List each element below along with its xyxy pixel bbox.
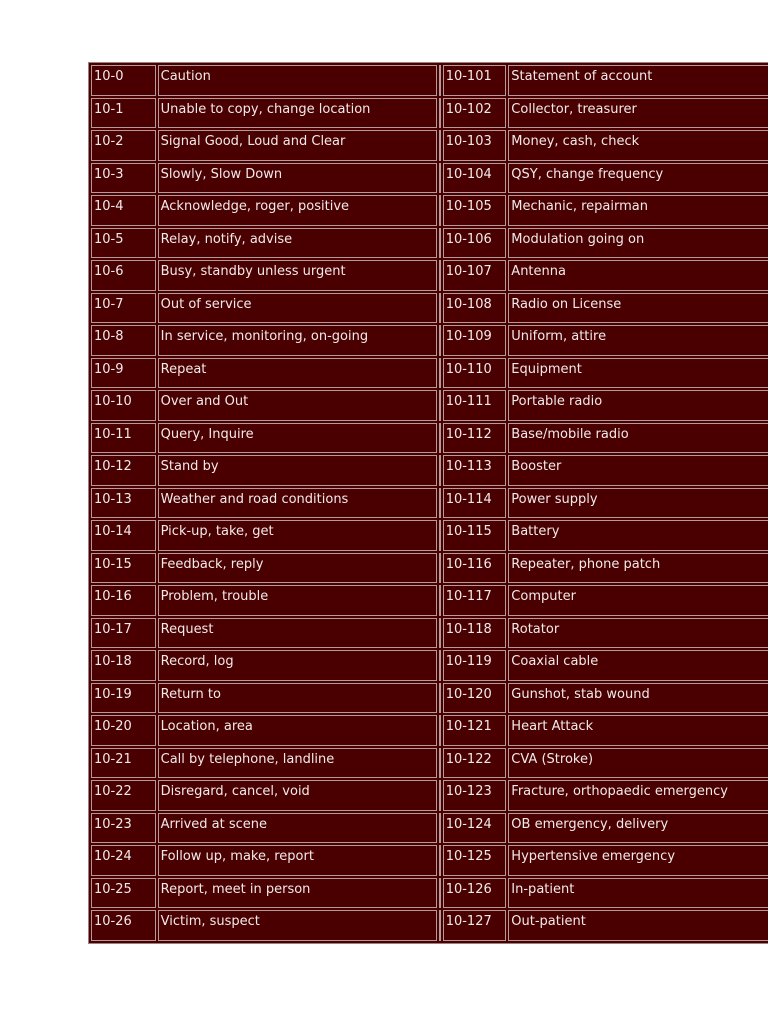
table-row xyxy=(91,260,768,291)
code-cell-right: 10-109 xyxy=(443,325,507,356)
description-cell-right: Collector, treasurer xyxy=(508,98,768,129)
description-cell-left: Weather and road conditions xyxy=(158,488,437,519)
description-cell-right: Money, cash, check xyxy=(508,130,768,161)
description-cell-left: Report, meet in person xyxy=(158,878,437,909)
description-cell-left: Record, log xyxy=(158,650,437,681)
code-cell-left: 10-12 xyxy=(91,455,156,486)
code-cell-left: 10-21 xyxy=(91,748,156,779)
column-divider xyxy=(439,423,441,454)
code-cell-left: 10-18 xyxy=(91,650,156,681)
description-cell-left: Pick-up, take, get xyxy=(158,520,437,551)
description-cell-left: Follow up, make, report xyxy=(158,845,437,876)
description-cell-right: Radio on License xyxy=(508,293,768,324)
column-divider xyxy=(439,683,441,714)
code-cell-left: 10-13 xyxy=(91,488,156,519)
code-cell-right: 10-127 xyxy=(443,910,507,941)
code-cell-right: 10-115 xyxy=(443,520,507,551)
column-divider xyxy=(439,390,441,421)
table-row xyxy=(91,163,768,194)
column-divider xyxy=(439,520,441,551)
column-divider xyxy=(439,130,441,161)
column-divider xyxy=(439,748,441,779)
table-row xyxy=(91,715,768,746)
column-divider xyxy=(439,553,441,584)
column-divider xyxy=(439,878,441,909)
column-divider xyxy=(439,488,441,519)
column-divider xyxy=(439,618,441,649)
description-cell-left: Stand by xyxy=(158,455,437,486)
code-cell-right: 10-113 xyxy=(443,455,507,486)
description-cell-right: In-patient xyxy=(508,878,768,909)
description-cell-left: Unable to copy, change location xyxy=(158,98,437,129)
description-cell-left: Out of service xyxy=(158,293,437,324)
description-cell-left: Repeat xyxy=(158,358,437,389)
description-cell-left: Relay, notify, advise xyxy=(158,228,437,259)
table-row xyxy=(91,228,768,259)
table-row xyxy=(91,65,768,96)
table-row xyxy=(91,845,768,876)
code-cell-left: 10-2 xyxy=(91,130,156,161)
code-cell-left: 10-7 xyxy=(91,293,156,324)
column-divider xyxy=(439,293,441,324)
code-cell-left: 10-23 xyxy=(91,813,156,844)
code-cell-left: 10-10 xyxy=(91,390,156,421)
column-divider xyxy=(439,845,441,876)
description-cell-right: Rotator xyxy=(508,618,768,649)
column-divider xyxy=(439,228,441,259)
code-cell-left: 10-9 xyxy=(91,358,156,389)
table-row xyxy=(91,650,768,681)
code-cell-right: 10-101 xyxy=(443,65,507,96)
column-divider xyxy=(439,325,441,356)
description-cell-left: Slowly, Slow Down xyxy=(158,163,437,194)
table-row xyxy=(91,455,768,486)
code-cell-right: 10-114 xyxy=(443,488,507,519)
description-cell-right: Heart Attack xyxy=(508,715,768,746)
table-row xyxy=(91,748,768,779)
column-divider xyxy=(439,163,441,194)
description-cell-right: Base/mobile radio xyxy=(508,423,768,454)
table-row xyxy=(91,195,768,226)
description-cell-right: Power supply xyxy=(508,488,768,519)
code-cell-right: 10-112 xyxy=(443,423,507,454)
table-row xyxy=(91,553,768,584)
description-cell-left: Over and Out xyxy=(158,390,437,421)
column-divider xyxy=(439,910,441,941)
table-row xyxy=(91,878,768,909)
description-cell-left: Request xyxy=(158,618,437,649)
code-cell-right: 10-118 xyxy=(443,618,507,649)
description-cell-right: Out-patient xyxy=(508,910,768,941)
column-divider xyxy=(439,65,441,96)
table-row xyxy=(91,910,768,941)
code-cell-left: 10-25 xyxy=(91,878,156,909)
column-divider xyxy=(439,195,441,226)
code-cell-left: 10-14 xyxy=(91,520,156,551)
ten-codes-table-body xyxy=(91,65,768,941)
description-cell-left: Feedback, reply xyxy=(158,553,437,584)
code-cell-right: 10-104 xyxy=(443,163,507,194)
table-row xyxy=(91,423,768,454)
code-cell-left: 10-5 xyxy=(91,228,156,259)
description-cell-right: Repeater, phone patch xyxy=(508,553,768,584)
description-cell-right: Mechanic, repairman xyxy=(508,195,768,226)
code-cell-right: 10-116 xyxy=(443,553,507,584)
table-row xyxy=(91,683,768,714)
code-cell-right: 10-122 xyxy=(443,748,507,779)
description-cell-right: Gunshot, stab wound xyxy=(508,683,768,714)
description-cell-right: Computer xyxy=(508,585,768,616)
description-cell-right: Battery xyxy=(508,520,768,551)
code-cell-left: 10-17 xyxy=(91,618,156,649)
description-cell-left: Signal Good, Loud and Clear xyxy=(158,130,437,161)
description-cell-left: Arrived at scene xyxy=(158,813,437,844)
table-row xyxy=(91,585,768,616)
table-row xyxy=(91,520,768,551)
code-cell-right: 10-125 xyxy=(443,845,507,876)
table-row xyxy=(91,390,768,421)
code-cell-left: 10-4 xyxy=(91,195,156,226)
table-row xyxy=(91,98,768,129)
description-cell-left: Location, area xyxy=(158,715,437,746)
code-cell-left: 10-20 xyxy=(91,715,156,746)
code-cell-left: 10-26 xyxy=(91,910,156,941)
column-divider xyxy=(439,780,441,811)
description-cell-left: Busy, standby unless urgent xyxy=(158,260,437,291)
description-cell-right: Hypertensive emergency xyxy=(508,845,768,876)
table-row xyxy=(91,130,768,161)
code-cell-right: 10-120 xyxy=(443,683,507,714)
code-cell-right: 10-106 xyxy=(443,228,507,259)
code-cell-left: 10-19 xyxy=(91,683,156,714)
column-divider xyxy=(439,358,441,389)
code-cell-left: 10-11 xyxy=(91,423,156,454)
description-cell-left: Problem, trouble xyxy=(158,585,437,616)
description-cell-left: Acknowledge, roger, positive xyxy=(158,195,437,226)
code-cell-right: 10-107 xyxy=(443,260,507,291)
table-row xyxy=(91,618,768,649)
description-cell-left: In service, monitoring, on-going xyxy=(158,325,437,356)
table-row xyxy=(91,780,768,811)
code-cell-right: 10-126 xyxy=(443,878,507,909)
table-row xyxy=(91,325,768,356)
description-cell-left: Disregard, cancel, void xyxy=(158,780,437,811)
table-row xyxy=(91,293,768,324)
ten-codes-table xyxy=(88,62,768,944)
description-cell-right: Uniform, attire xyxy=(508,325,768,356)
column-divider xyxy=(439,260,441,291)
code-cell-right: 10-105 xyxy=(443,195,507,226)
column-divider xyxy=(439,813,441,844)
description-cell-right: OB emergency, delivery xyxy=(508,813,768,844)
code-cell-left: 10-0 xyxy=(91,65,156,96)
description-cell-left: Query, Inquire xyxy=(158,423,437,454)
table-row xyxy=(91,488,768,519)
column-divider xyxy=(439,650,441,681)
description-cell-right: Portable radio xyxy=(508,390,768,421)
code-cell-right: 10-110 xyxy=(443,358,507,389)
code-cell-right: 10-108 xyxy=(443,293,507,324)
description-cell-right: Statement of account xyxy=(508,65,768,96)
column-divider xyxy=(439,585,441,616)
code-cell-right: 10-124 xyxy=(443,813,507,844)
description-cell-right: CVA (Stroke) xyxy=(508,748,768,779)
code-cell-right: 10-111 xyxy=(443,390,507,421)
table-row xyxy=(91,813,768,844)
code-cell-left: 10-15 xyxy=(91,553,156,584)
code-cell-left: 10-1 xyxy=(91,98,156,129)
description-cell-left: Victim, suspect xyxy=(158,910,437,941)
description-cell-right: QSY, change frequency xyxy=(508,163,768,194)
description-cell-right: Modulation going on xyxy=(508,228,768,259)
description-cell-left: Call by telephone, landline xyxy=(158,748,437,779)
code-cell-left: 10-24 xyxy=(91,845,156,876)
table-row xyxy=(91,358,768,389)
column-divider xyxy=(439,455,441,486)
description-cell-right: Fracture, orthopaedic emergency xyxy=(508,780,768,811)
column-divider xyxy=(439,98,441,129)
code-cell-left: 10-3 xyxy=(91,163,156,194)
code-cell-right: 10-121 xyxy=(443,715,507,746)
code-cell-left: 10-8 xyxy=(91,325,156,356)
code-cell-right: 10-123 xyxy=(443,780,507,811)
description-cell-left: Return to xyxy=(158,683,437,714)
description-cell-right: Booster xyxy=(508,455,768,486)
code-cell-right: 10-103 xyxy=(443,130,507,161)
description-cell-right: Equipment xyxy=(508,358,768,389)
description-cell-left: Caution xyxy=(158,65,437,96)
description-cell-right: Coaxial cable xyxy=(508,650,768,681)
code-cell-left: 10-16 xyxy=(91,585,156,616)
code-cell-right: 10-117 xyxy=(443,585,507,616)
code-cell-right: 10-119 xyxy=(443,650,507,681)
column-divider xyxy=(439,715,441,746)
code-cell-right: 10-102 xyxy=(443,98,507,129)
code-cell-left: 10-6 xyxy=(91,260,156,291)
description-cell-right: Antenna xyxy=(508,260,768,291)
code-cell-left: 10-22 xyxy=(91,780,156,811)
